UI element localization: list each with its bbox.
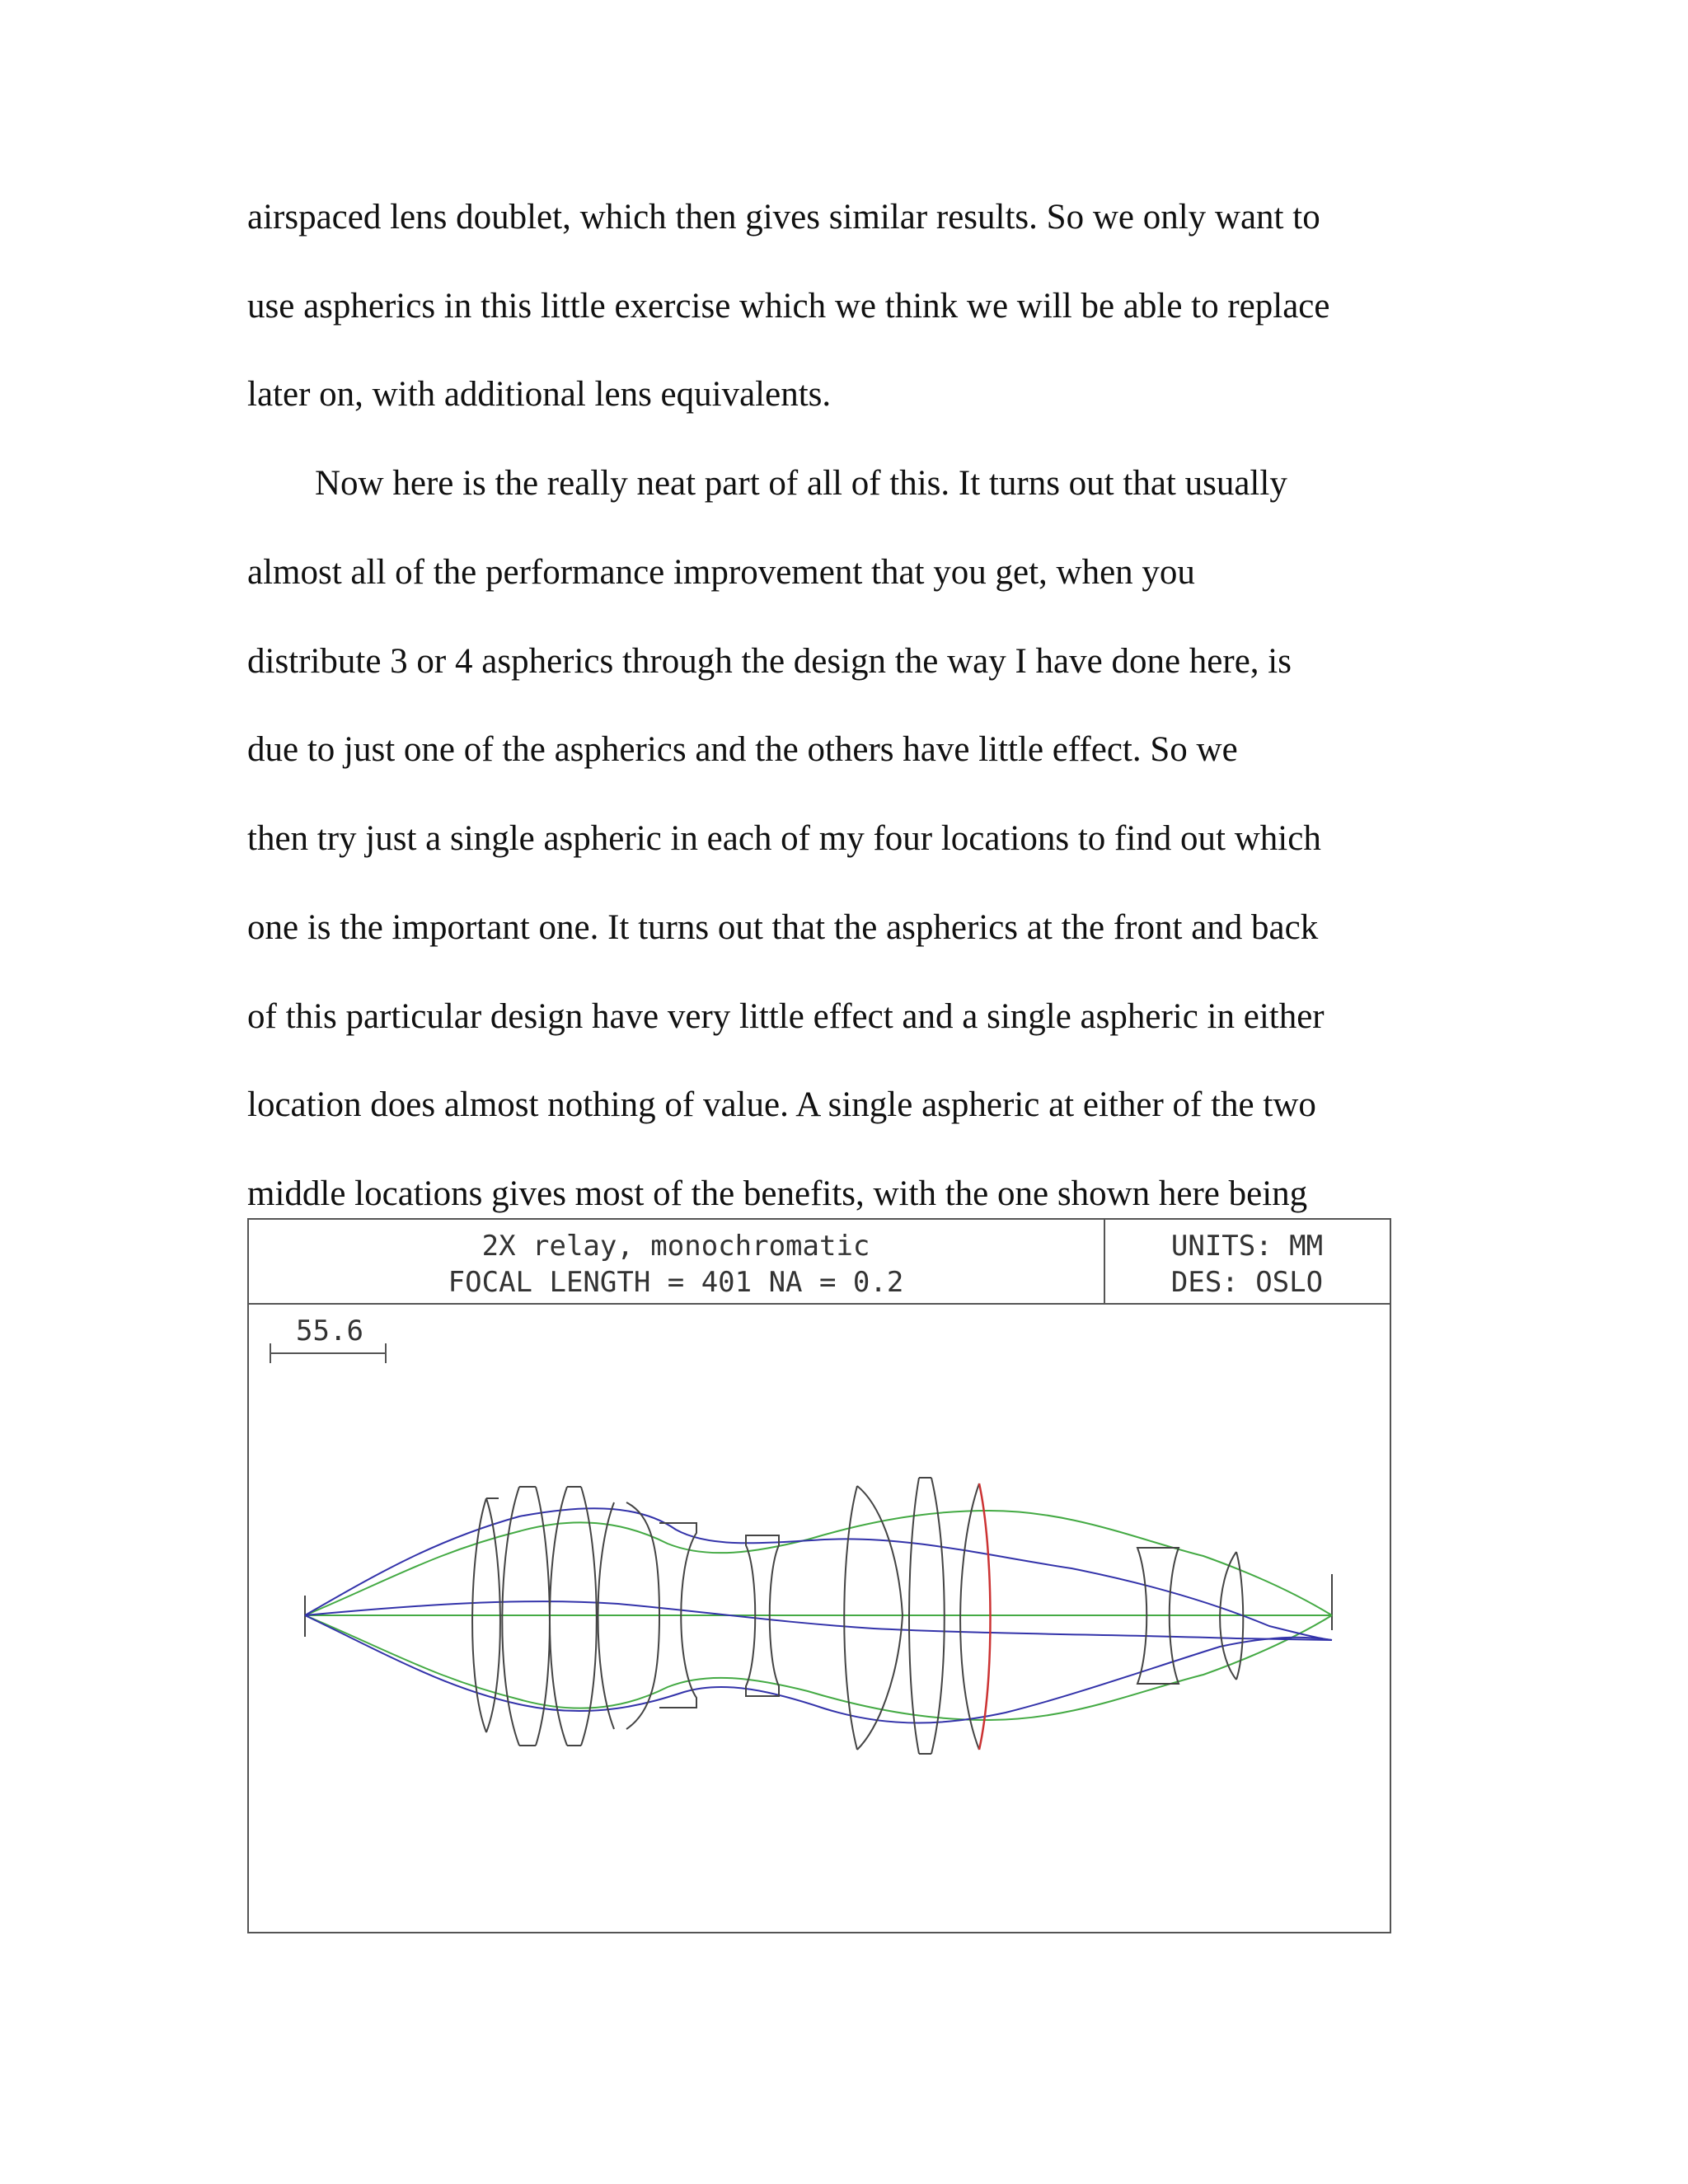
paragraph-line-1: airspaced lens doublet, which then gives similar results. So we only want to bbox=[247, 198, 1320, 237]
paragraph-line-2: use aspherics in this little exercise which we think we will be able to replace bbox=[247, 287, 1330, 326]
paragraph-line-4: Now here is the really neat part of all of this. It turns out that usually bbox=[315, 464, 1287, 503]
paragraph-line-7: due to just one of the aspherics and the others have little effect. So we bbox=[247, 730, 1238, 769]
lens-layout-drawing bbox=[247, 1218, 1393, 1935]
paragraph-line-12: middle locations gives most of the benefits, with the one shown here being bbox=[247, 1174, 1308, 1213]
paragraph-line-5: almost all of the performance improvement that you get, when you bbox=[247, 553, 1195, 592]
paragraph-line-8: then try just a single aspheric in each of my four locations to find out which bbox=[247, 819, 1321, 858]
figure-frame bbox=[248, 1219, 1390, 1933]
paragraph-line-3: later on, with additional lens equivalents. bbox=[247, 375, 832, 414]
figure-title-line-1: 2X relay, monochromatic bbox=[481, 1230, 870, 1263]
lens-layout-figure bbox=[247, 1218, 1393, 1935]
scale-bar-label: 55.6 bbox=[296, 1315, 363, 1347]
paragraph-line-10: of this particular design have very little effect and a single aspheric in either bbox=[247, 997, 1325, 1036]
figure-designer-label: DES: OSLO bbox=[1170, 1266, 1324, 1299]
paragraph-line-6: distribute 3 or 4 aspherics through the design the way I have done here, is bbox=[247, 642, 1292, 681]
paragraph-line-11: location does almost nothing of value. A single aspheric at either of the two bbox=[247, 1085, 1316, 1124]
figure-units-label: UNITS: MM bbox=[1170, 1230, 1324, 1263]
figure-title-line-2: FOCAL LENGTH = 401 NA = 0.2 bbox=[448, 1266, 904, 1299]
paragraph-line-9: one is the important one. It turns out that the aspherics at the front and back bbox=[247, 908, 1319, 947]
